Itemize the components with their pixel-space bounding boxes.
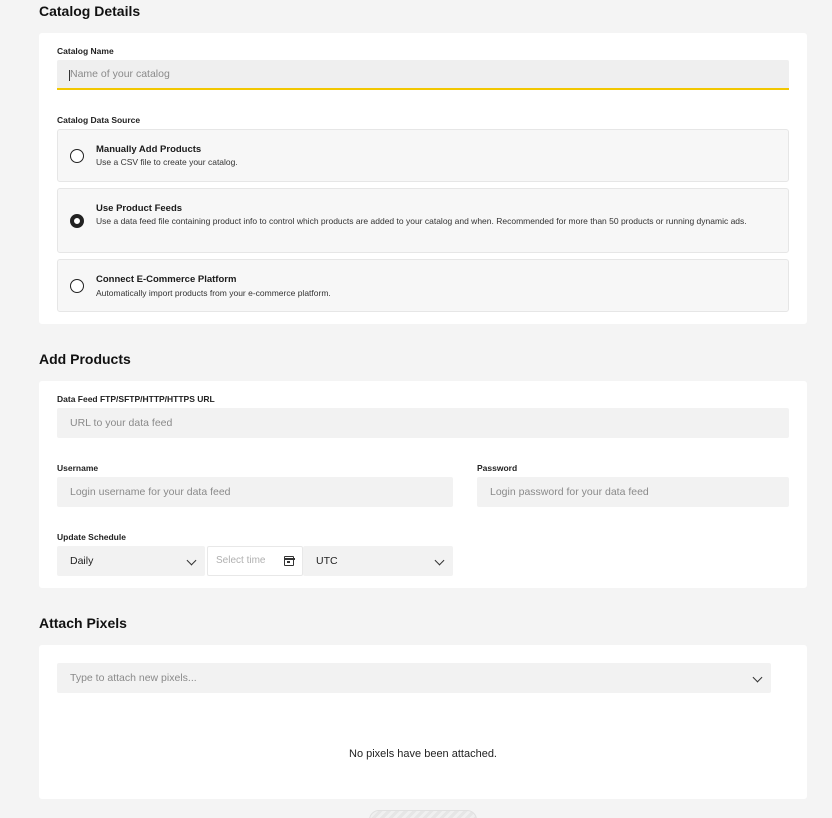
password-label: Password [477, 463, 518, 473]
catalog-details-card [39, 33, 807, 324]
attach-pixels-title: Attach Pixels [39, 615, 127, 631]
radio-button-icon[interactable] [70, 149, 84, 163]
chevron-down-icon [435, 556, 445, 566]
username-input[interactable] [57, 477, 453, 507]
chevron-down-icon [187, 556, 197, 566]
attach-pixels-card [39, 645, 807, 799]
feed-url-input[interactable] [57, 408, 789, 438]
radio-option-title: Use Product Feeds [96, 203, 183, 214]
text-caret [69, 70, 70, 81]
radio-option-connect-ecommerce-platform[interactable] [57, 259, 789, 312]
radio-option-manually-add-products[interactable] [57, 129, 789, 182]
feed-url-label: Data Feed FTP/SFTP/HTTP/HTTPS URL [57, 394, 215, 404]
radio-option-title: Manually Add Products [96, 144, 202, 155]
frequency-select[interactable] [57, 546, 205, 576]
radio-option-use-product-feeds[interactable] [57, 188, 789, 253]
radio-button-icon[interactable] [70, 279, 84, 293]
loading-button[interactable] [369, 810, 477, 818]
catalog-data-source-label: Catalog Data Source [57, 115, 141, 125]
radio-option-title: Connect E-Commerce Platform [96, 274, 237, 285]
timezone-select[interactable] [303, 546, 453, 576]
catalog-name-input[interactable] [57, 60, 789, 90]
time-picker[interactable] [207, 546, 303, 576]
radio-button-selected-icon[interactable] [70, 214, 84, 228]
radio-option-description: Automatically import products from your e-commerce platform. [96, 288, 331, 298]
add-products-card [39, 381, 807, 588]
time-placeholder: Select time [216, 555, 266, 566]
calendar-icon [284, 556, 294, 566]
frequency-value: Daily [70, 555, 94, 567]
attach-pixels-placeholder: Type to attach new pixels... [70, 672, 197, 684]
username-label: Username [57, 463, 99, 473]
timezone-value: UTC [316, 555, 338, 567]
catalog-details-title: Catalog Details [39, 3, 141, 19]
chevron-down-icon [753, 673, 763, 683]
update-schedule-label: Update Schedule [57, 532, 126, 542]
attach-pixels-input[interactable] [57, 663, 771, 693]
radio-option-description: Use a CSV file to create your catalog. [96, 157, 238, 167]
add-products-title: Add Products [39, 351, 131, 367]
catalog-name-label: Catalog Name [57, 46, 114, 56]
password-input[interactable] [477, 477, 789, 507]
no-pixels-message: No pixels have been attached. [349, 748, 497, 760]
radio-option-description: Use a data feed file containing product info to control which products are added to your catalog and when. Recommended for more than 50 products or running dynamic ads. [96, 216, 747, 226]
